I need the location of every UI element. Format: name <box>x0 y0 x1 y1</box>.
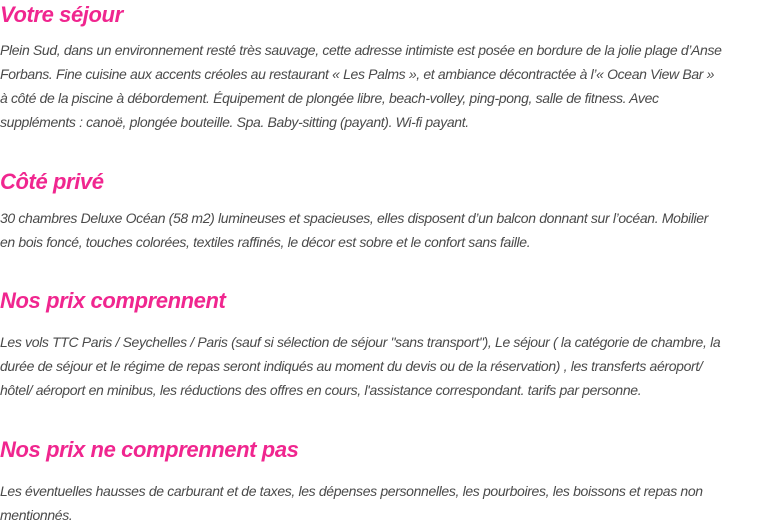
section-paragraph <box>0 330 758 402</box>
paragraph-line: en bois foncé, touches colorées, textiles raffinés, le décor est sobre et le confort sans faille. <box>0 234 531 250</box>
paragraph-line: Les vols TTC Paris / Seychelles / Paris (sauf si sélection de séjour "sans transport"), Le séjour ( la catégorie de chambre, la <box>0 334 721 350</box>
paragraph-line: hôtel/ aéroport en minibus, les réductions des offres en cours, l'assistance correspondant. tarifs par personne. <box>0 382 642 398</box>
section-heading: Nos prix comprennent <box>0 288 226 313</box>
paragraph-line: 30 chambres Deluxe Océan (58 m2) lumineuses et spacieuses, elles disposent d’un balcon donnant sur l’océan. Mobilier <box>0 210 709 226</box>
paragraph-line: Forbans. Fine cuisine aux accents créoles au restaurant « Les Palms », et ambiance décontractée à l’« Ocean View Bar » <box>0 66 715 82</box>
section-paragraph <box>0 479 758 527</box>
section-votre-sejour <box>0 1 758 134</box>
section-paragraph <box>0 206 758 254</box>
paragraph-line: Les éventuelles hausses de carburant et de taxes, les dépenses personnelles, les pourboires, les boissons et repas non <box>0 483 703 499</box>
section-heading: Votre séjour <box>0 2 123 27</box>
paragraph-line: à côté de la piscine à débordement. Équipement de plongée libre, beach-volley, ping-pong, salle de fitness. Avec <box>0 90 659 106</box>
section-paragraph <box>0 38 758 134</box>
paragraph-line: mentionnés. <box>0 507 73 523</box>
section-cote-prive <box>0 168 758 254</box>
section-heading: Nos prix ne comprennent pas <box>0 437 299 462</box>
section-prix-comprennent <box>0 287 758 402</box>
section-prix-ne-comprennent-pas <box>0 436 758 527</box>
paragraph-line: durée de séjour et le régime de repas seront indiqués au moment du devis ou de la réservation) , les transferts aéroport/ <box>0 358 703 374</box>
paragraph-line: suppléments : canoë, plongée bouteille. Spa. Baby-sitting (payant). Wi-fi payant. <box>0 114 469 130</box>
section-heading: Côté privé <box>0 169 104 194</box>
paragraph-line: Plein Sud, dans un environnement resté très sauvage, cette adresse intimiste est posée en bordure de la jolie plage d’Anse <box>0 42 722 58</box>
